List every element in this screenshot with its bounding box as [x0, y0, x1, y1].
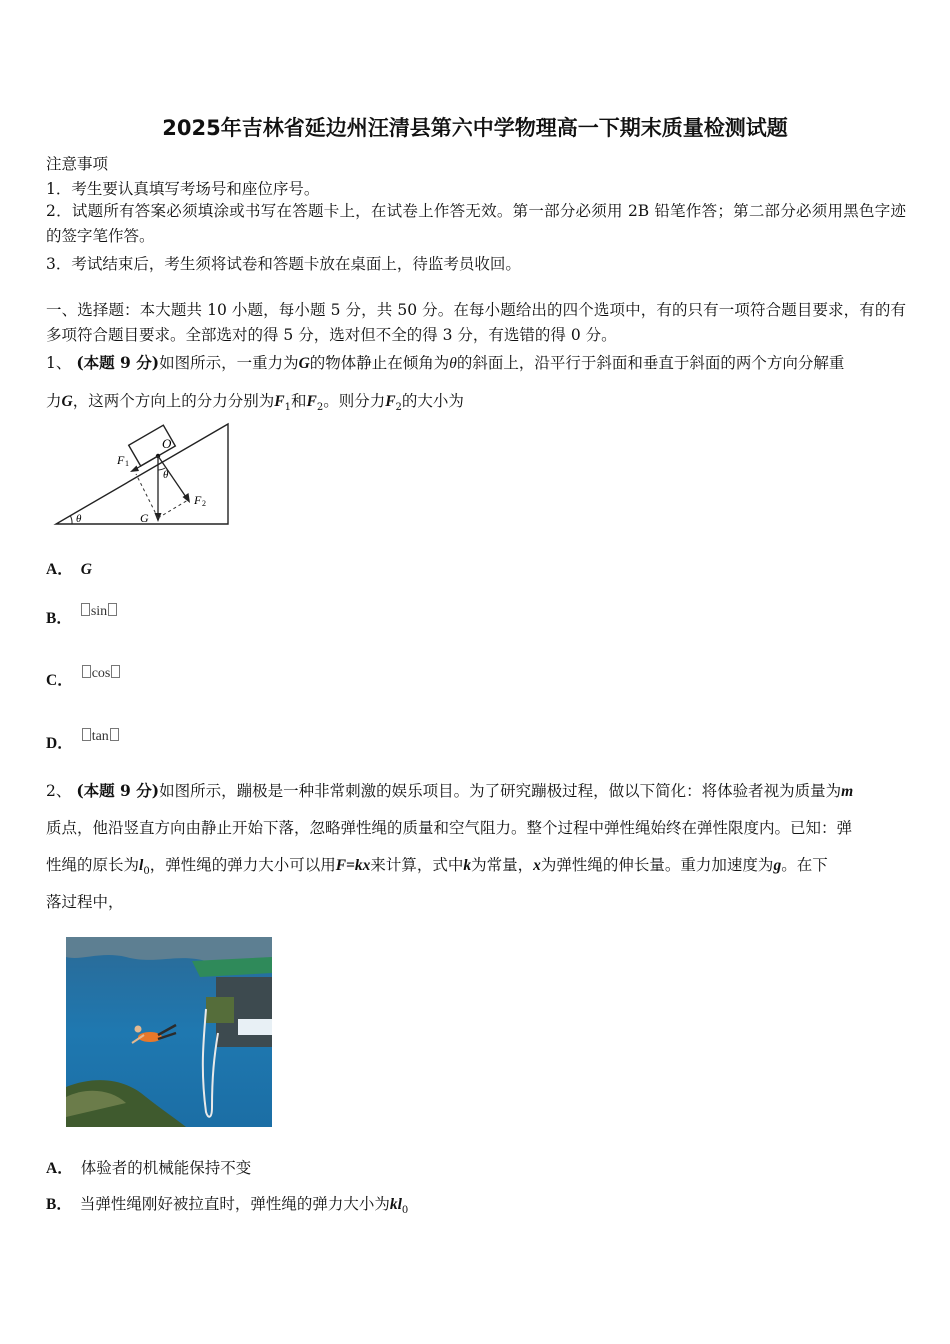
q2-text: 性绳的原长为: [46, 856, 140, 874]
q2-option-b[interactable]: [46, 1192, 408, 1216]
q2-text: 。在下: [781, 856, 828, 874]
label-O: O: [162, 436, 172, 451]
q2-number: 2、: [46, 782, 72, 800]
notice-item-1: 1．考生要认真填写考场号和座位序号。: [46, 180, 320, 198]
dashed-line: [158, 500, 188, 518]
q1-sub: 1: [284, 402, 291, 414]
missing-glyph-icon: [111, 665, 120, 678]
q1-option-a[interactable]: [46, 557, 92, 579]
q2-line-2: 质点，他沿竖直方向由静止开始下落，忽略弹性绳的质量和空气阻力。整个过程中弹性绳始终在弹性限度内。已知：弹: [46, 819, 853, 837]
label-theta: θ: [76, 513, 82, 525]
q1-option-c[interactable]: [46, 660, 121, 689]
missing-glyph-icon: [81, 603, 90, 616]
q2-var-m: m: [841, 783, 854, 800]
incline-figure: [50, 418, 235, 530]
q1-var-F2: F: [306, 393, 317, 410]
missing-glyph-icon: [82, 665, 91, 678]
label-F1-sub: 1: [125, 459, 129, 468]
option-letter: A．: [46, 561, 73, 578]
q2-formula: F=kx: [335, 857, 371, 874]
option-letter: B．: [46, 1196, 72, 1213]
q2-var-l0: l: [139, 857, 144, 874]
q1-text: 的大小为: [401, 392, 464, 410]
q1-points: (本题 9 分): [76, 353, 160, 372]
q1-var-theta: θ: [449, 355, 457, 372]
label-F2: F: [194, 493, 202, 507]
q2-text: 如图所示，蹦极是一种非常刺激的娱乐项目。为了研究蹦极过程，做以下简化：将体验者视为质量为: [159, 782, 842, 800]
option-letter: A．: [46, 1160, 73, 1177]
option-value: tan: [91, 729, 109, 744]
q2-text: 为弹性绳的伸长量。重力加速度为: [540, 856, 774, 874]
option-value: G: [80, 561, 92, 578]
q1-var-G: G: [61, 393, 73, 410]
notice-item-2: 2．试题所有答案必须填涂或书写在答题卡上，在试卷上作答无效。第一部分必须用 2B 铅笔作答；第二部分必须用黑色字迹的签字笔作答。: [46, 202, 906, 245]
q2-var-x: x: [533, 857, 541, 874]
q1-option-b[interactable]: [46, 598, 118, 627]
label-G: G: [140, 511, 149, 525]
platform-rail: [206, 997, 234, 1023]
q2-line-3: [46, 853, 828, 877]
q2-line-4: 落过程中，: [46, 893, 124, 911]
theta-arc: [71, 516, 73, 524]
notice-item-3: 3．考试结束后，考生须将试卷和答题卡放在桌面上，待监考员收回。: [46, 255, 521, 273]
q2-sub: 0: [143, 866, 150, 878]
notice-heading: 注意事项: [46, 155, 109, 173]
q1-text: 。则分力: [323, 392, 386, 410]
q2-var-g: g: [773, 857, 782, 874]
missing-glyph-icon: [108, 603, 117, 616]
q1-var-F2: F: [385, 393, 396, 410]
q1-option-d[interactable]: [46, 723, 120, 752]
option-sub: 0: [401, 1205, 409, 1217]
page-title: 2025年吉林省延边州汪清县第六中学物理高一下期末质量检测试题: [162, 116, 788, 140]
q1-var-F1: F: [274, 393, 285, 410]
platform-sign: [238, 1019, 272, 1035]
option-var-kl0: kl: [389, 1196, 402, 1213]
q2-line-1: [46, 779, 853, 801]
section-heading: 一、选择题：本大题共 10 小题，每小题 5 分，共 50 分。在每小题给出的四个选项中，有的只有一项符合题目要求，有的有多项符合题目要求。全部选对的得 5 分，选对但不全的得 3 分，有选错的得 0 分。: [46, 301, 906, 344]
label-theta-top: θ: [163, 469, 169, 481]
q1-line-2: [46, 389, 464, 413]
q1-text: 和: [290, 392, 307, 410]
q1-sub: 2: [395, 402, 402, 414]
option-letter: C．: [46, 672, 73, 689]
missing-glyph-icon: [82, 728, 91, 741]
q1-sub: 2: [316, 402, 324, 414]
q2-text: 来计算，式中: [370, 856, 464, 874]
q2-text: ，弹性绳的弹力大小可以用: [149, 856, 336, 874]
missing-glyph-icon: [110, 728, 119, 741]
q1-line-1: [46, 351, 844, 373]
q1-number: 1、: [46, 354, 72, 372]
option-text: 当弹性绳刚好被拉直时，弹性绳的弹力大小为: [79, 1195, 390, 1213]
q1-var-G: G: [298, 355, 310, 372]
label-F2-sub: 2: [202, 499, 206, 508]
q2-text: 为常量，: [471, 856, 534, 874]
option-letter: B．: [46, 610, 72, 627]
q1-text: 的斜面上，沿平行于斜面和垂直于斜面的两个方向分解重: [456, 354, 845, 372]
bungee-photo: [66, 937, 272, 1127]
q1-text: 如图所示，一重力为: [159, 354, 299, 372]
label-F1: F: [117, 453, 125, 467]
q2-points: (本题 9 分): [76, 781, 160, 800]
option-letter: D．: [46, 735, 73, 752]
option-value: sin: [90, 604, 108, 619]
q2-var-k: k: [463, 857, 472, 874]
f1-arrowhead: [130, 466, 139, 473]
q1-text: ，这两个方向上的分力分别为: [72, 392, 275, 410]
option-value: cos: [91, 666, 111, 681]
option-text: 体验者的机械能保持不变: [80, 1159, 252, 1177]
q2-option-a[interactable]: [46, 1156, 251, 1178]
q1-text: 力: [46, 392, 62, 410]
q1-text: 的物体静止在倾角为: [309, 354, 450, 372]
